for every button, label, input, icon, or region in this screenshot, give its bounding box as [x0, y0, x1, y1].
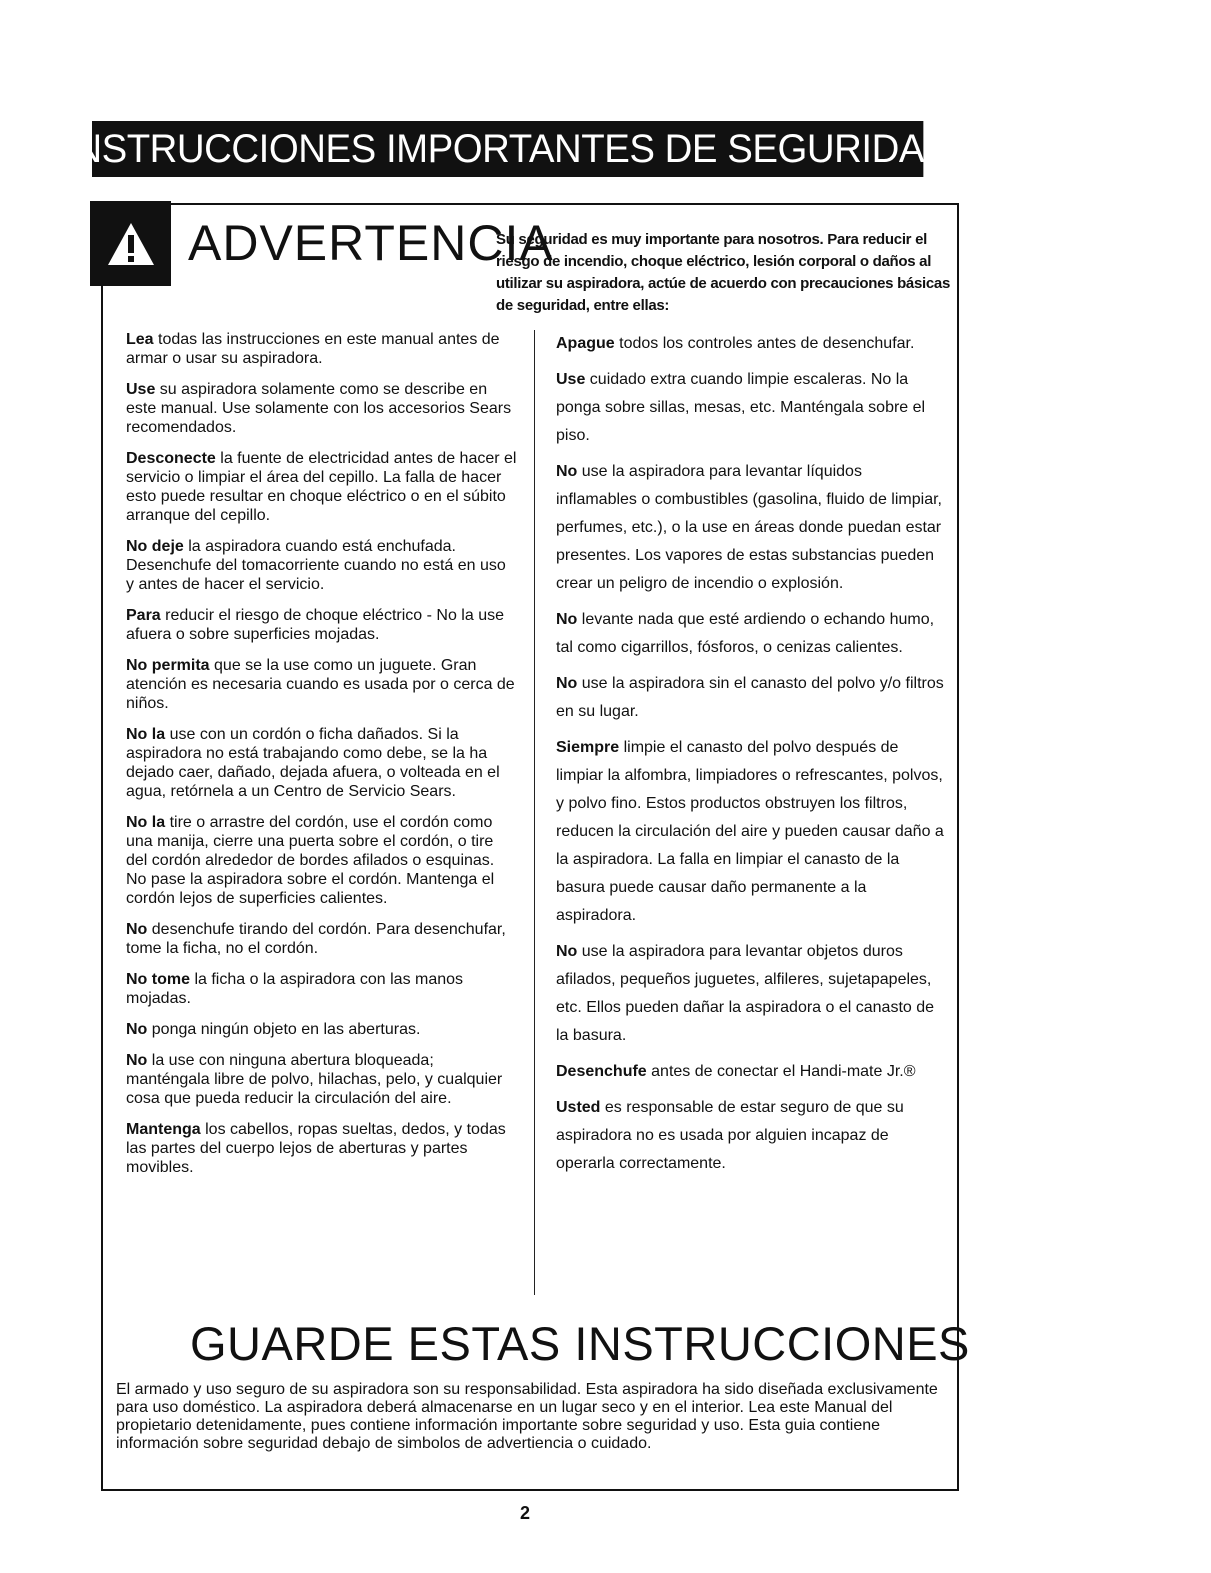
- instruction-lead: No: [556, 463, 578, 480]
- instruction-lead: Mantenga: [126, 1121, 201, 1138]
- instruction-text: levante nada que esté ardiendo o echando humo, tal como cigarrillos, fósforos, o cenizas calientes.: [556, 611, 935, 656]
- instruction-item: [126, 725, 518, 801]
- instruction-item: [126, 537, 518, 594]
- page-number: 2: [520, 1503, 531, 1523]
- instruction-item: [556, 458, 944, 598]
- instruction-text: tire o arrastre del cordón, use el cordón como una manija, cierre una puerta sobre el cordón, o tire del cordón alrededor de bordes afilados o esquinas. No pase la aspiradora sobre el cordón. Mantenga el cordón lejos de superficies calientes.: [126, 814, 495, 907]
- instruction-lead: No: [556, 675, 578, 692]
- instruction-item: [556, 938, 944, 1050]
- instruction-lead: Para: [126, 607, 161, 624]
- warning-symbol-block: [90, 201, 171, 286]
- instruction-lead: No permita: [126, 657, 210, 674]
- instruction-lead: No deje: [126, 538, 184, 555]
- instruction-item: [126, 449, 518, 525]
- instruction-item: [126, 1120, 518, 1177]
- instruction-item: [556, 734, 944, 930]
- instruction-text: limpie el canasto del polvo después de limpiar la alfombra, limpiadores o refrescantes, polvos, y polvo fino. Estos productos obstruyen los filtros, reducen la circulación del aire y pueden causar daño a la aspiradora. La falla en limpiar el canasto de la basura puede causar daño permanente a la aspiradora.: [556, 739, 944, 924]
- instruction-text: use la aspiradora para levantar objetos duros afilados, pequeños juguetes, alfileres, sujetapapeles, etc. Ellos pueden dañar la aspiradora o el canasto de la basura.: [556, 943, 935, 1044]
- instruction-item: [126, 970, 518, 1008]
- instruction-lead: Apague: [556, 335, 615, 352]
- instruction-text: desenchufe tirando del cordón. Para desenchufar, tome la ficha, no el cordón.: [126, 921, 506, 957]
- instruction-text: que se la use como un juguete. Gran atención es necesaria cuando es usada por o cerca de niños.: [126, 657, 515, 712]
- instruction-item: [556, 366, 944, 450]
- instruction-text: use la aspiradora sin el canasto del polvo y/o filtros en su lugar.: [556, 675, 944, 720]
- instruction-text: ponga ningún objeto en las aberturas.: [147, 1021, 421, 1038]
- instruction-item: [126, 1020, 518, 1039]
- instruction-item: [556, 606, 944, 662]
- instruction-text: su aspiradora solamente como se describe en este manual. Use solamente con los accesorios Sears recomendados.: [126, 381, 512, 436]
- warning-intro: Su seguridad es muy importante para nosotros. Para reducir el riesgo de incendio, choque eléctrico, lesión corporal o daños al utilizar su aspiradora, actúe de acuerdo con precauciones básicas de seguridad, entre ellas:: [496, 231, 951, 314]
- instruction-lead: Desconecte: [126, 450, 216, 467]
- instruction-lead: Siempre: [556, 739, 620, 756]
- instruction-text: reducir el riesgo de choque eléctrico - No la use afuera o sobre superficies mojadas.: [126, 607, 504, 643]
- instruction-text: todos los controles antes de desenchufar.: [614, 335, 915, 352]
- instruction-item: [556, 1058, 944, 1086]
- instruction-text: es responsable de estar seguro de que su aspiradora no es usada por alguien incapaz de operarla correctamente.: [556, 1099, 904, 1172]
- instruction-item: [126, 813, 518, 908]
- instruction-lead: Lea: [126, 331, 154, 348]
- instruction-item: [556, 1094, 944, 1178]
- instruction-text: cuidado extra cuando limpie escaleras. No la ponga sobre sillas, mesas, etc. Manténgala sobre el piso.: [556, 371, 926, 444]
- left-instructions-column: [126, 330, 518, 1189]
- instruction-item: [126, 380, 518, 437]
- instruction-text: la ficha o la aspiradora con las manos mojadas.: [126, 971, 464, 1007]
- save-instructions-title: GUARDE ESTAS INSTRUCCIONES: [190, 1317, 970, 1370]
- warning-title: ADVERTENCIA: [188, 215, 554, 271]
- instruction-text: todas las instrucciones en este manual antes de armar o usar su aspiradora.: [126, 331, 500, 367]
- instruction-text: la fuente de electricidad antes de hacer el servicio o limpiar el área del cepillo. La falla de hacer esto puede resultar en choque eléctrico o en el súbito arranque del cepillo.: [126, 450, 517, 524]
- instruction-text: use con un cordón o ficha dañados. Si la aspiradora no está trabajando como debe, se la ha dejado caer, dañado, dejada afuera, o volteada en el agua, retórnela a un Centro de Servicio Sears.: [126, 726, 500, 800]
- instruction-item: [126, 330, 518, 368]
- instruction-lead: No: [126, 1052, 148, 1069]
- instruction-lead: No: [126, 921, 148, 938]
- instruction-lead: Use: [556, 371, 586, 388]
- instruction-item: [126, 1051, 518, 1108]
- column-divider: [534, 330, 535, 1295]
- instruction-item: [556, 330, 944, 358]
- instruction-text: antes de conectar el Handi-mate Jr.®: [646, 1063, 916, 1080]
- instruction-lead: Desenchufe: [556, 1063, 647, 1080]
- page-banner-title: INSTRUCCIONES IMPORTANTES DE SEGURIDAD: [92, 121, 923, 177]
- instruction-lead: No: [126, 1021, 148, 1038]
- instruction-lead: Usted: [556, 1099, 601, 1116]
- warning-triangle-icon: [106, 221, 156, 267]
- instruction-item: [126, 606, 518, 644]
- instruction-lead: No tome: [126, 971, 190, 988]
- instruction-lead: No: [556, 611, 578, 628]
- instruction-item: [126, 920, 518, 958]
- instruction-text: la aspiradora cuando está enchufada. Desenchufe del tomacorriente cuando no está en uso y antes de hacer el servicio.: [126, 538, 506, 593]
- instruction-text: los cabellos, ropas sueltas, dedos, y todas las partes del cuerpo lejos de aberturas y partes movibles.: [126, 1121, 506, 1176]
- instruction-text: la use con ninguna abertura bloqueada; manténgala libre de polvo, hilachas, pelo, y cualquier cosa que pueda reducir la circulación del aire.: [126, 1052, 503, 1107]
- instruction-item: [126, 656, 518, 713]
- instruction-lead: Use: [126, 381, 156, 398]
- instruction-lead: No la: [126, 726, 166, 743]
- instruction-item: [556, 670, 944, 726]
- instruction-lead: No la: [126, 814, 166, 831]
- right-instructions-column: [556, 330, 944, 1186]
- closing-paragraph: El armado y uso seguro de su aspiradora son su responsabilidad. Esta aspiradora ha sido diseñada exclusivamente para uso doméstico. La aspiradora deberá almacenarse en un lugar seco y en el interior. Lea este Manual del propietario detenidamente, pues contiene información importante sobre seguridad y uso. Esta guia contiene información sobre seguridad debajo de simbolos de advertiencia o cuidado.: [116, 1381, 938, 1452]
- instruction-lead: No: [556, 943, 578, 960]
- instruction-text: use la aspiradora para levantar líquidos inflamables o combustibles (gasolina, fluido de limpiar, perfumes, etc.), o la use en áreas donde puedan estar presentes. Los vapores de estas substancias pueden crear un peligro de incendio o explosión.: [556, 463, 942, 592]
